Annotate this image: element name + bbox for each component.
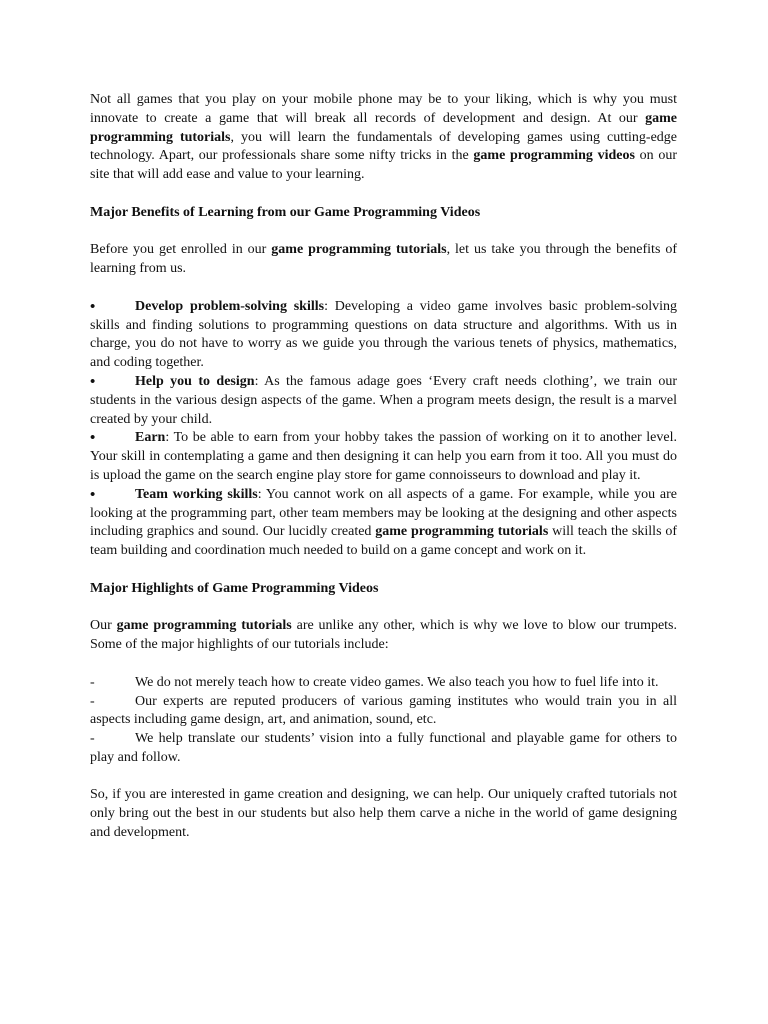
benefit-item-problem-solving xyxy=(90,298,677,373)
benefit-bold-2: game programming tutorials xyxy=(375,524,549,540)
intro-paragraph xyxy=(90,91,677,185)
benefit-title: Earn xyxy=(135,430,166,446)
benefit-text: : To be able to earn from your hobby takes the passion of working on it to another level. Your skill in contemplating a game and then designing it can help you earn from it too. All you must do is upload the game on the search engine play store for game connoisseurs to download and play it. xyxy=(90,430,677,483)
intro-bold-2: game programming videos xyxy=(473,148,635,164)
enrol-text-2: , let us take you through the benefits of learning from us. xyxy=(90,242,677,277)
bullet-icon: • xyxy=(90,486,96,503)
benefit-title: Help you to design xyxy=(135,373,255,389)
benefit-text: : As the famous adage goes ‘Every craft needs clothing’, we train our students in the various design aspects of the game. When a program meets design, the result is a marvel created by your child. xyxy=(90,373,677,427)
enrol-bold: game programming tutorials xyxy=(271,242,447,258)
dash-icon: - xyxy=(90,731,95,747)
intro-text-2: , you will learn the fundamentals of developing games using cutting-edge technology. Apart, our professionals share some nifty tricks in the xyxy=(90,129,678,164)
benefit-title: Team working skills xyxy=(135,486,258,502)
bullet-icon: • xyxy=(90,373,96,390)
benefit-text: : You cannot work on all aspects of a game. For example, while you are looking at the programming part, other team members may be looking at the designing and other aspects including graphics and sound. Our lucidly created xyxy=(90,486,677,540)
benefit-text: : Developing a video game involves basic problem-solving skills and finding solutions to programming questions on data structure and algorithms. With us in charge, you do not have to worry as we guide you through the various tenets of physics, mathematics, and coding together. xyxy=(90,298,678,371)
document-body xyxy=(90,91,677,843)
highlights-text-2: are unlike any other, which is why we love to blow our trumpets. Some of the major highlights of our tutorials include: xyxy=(90,618,678,653)
benefit-text-2: will teach the skills of team building and coordination much needed to build on a game concept and work on it. xyxy=(90,524,677,559)
benefit-item-design xyxy=(90,373,677,429)
enrol-text-1: Before you get enrolled in our xyxy=(90,242,272,258)
intro-bold-1: game programming tutorials xyxy=(90,110,677,145)
highlight-item xyxy=(90,730,677,768)
highlight-text: Our experts are reputed producers of various gaming institutes who would train you in all aspects including game design, art, and animation, sound, etc. xyxy=(90,693,677,728)
highlights-bold: game programming tutorials xyxy=(116,618,292,634)
highlights-text-1: Our xyxy=(90,618,117,634)
highlights-intro-paragraph xyxy=(90,617,677,655)
benefit-item-teamwork xyxy=(90,486,677,561)
highlight-item xyxy=(90,693,677,731)
closing-paragraph: So, if you are interested in game creation and designing, we can help. Our uniquely crafted tutorials not only bring out the best in our students but also help them carve a niche in the world of game designing and development. xyxy=(90,787,677,841)
intro-text-3: on our site that will add ease and value to your learning. xyxy=(90,148,677,183)
enrol-paragraph xyxy=(90,241,677,279)
highlight-text: We do not merely teach how to create video games. We also teach you how to fuel life into it. xyxy=(135,674,659,690)
benefit-item-earn xyxy=(90,429,677,485)
dash-icon: - xyxy=(90,693,95,709)
section-heading-benefits: Major Benefits of Learning from our Game Programming Videos xyxy=(90,204,481,220)
bullet-icon: • xyxy=(90,298,96,315)
highlight-item xyxy=(90,674,677,693)
dash-icon: - xyxy=(90,674,95,690)
benefit-title: Develop problem-solving skills xyxy=(135,298,325,314)
section-heading-highlights: Major Highlights of Game Programming Videos xyxy=(90,580,379,596)
highlight-text: We help translate our students’ vision into a fully functional and playable game for others to play and follow. xyxy=(90,731,677,765)
intro-text-1: Not all games that you play on your mobile phone may be to your liking, which is why you must innovate to create a game that will break all records of development and design. At our xyxy=(90,92,677,126)
bullet-icon: • xyxy=(90,430,96,447)
